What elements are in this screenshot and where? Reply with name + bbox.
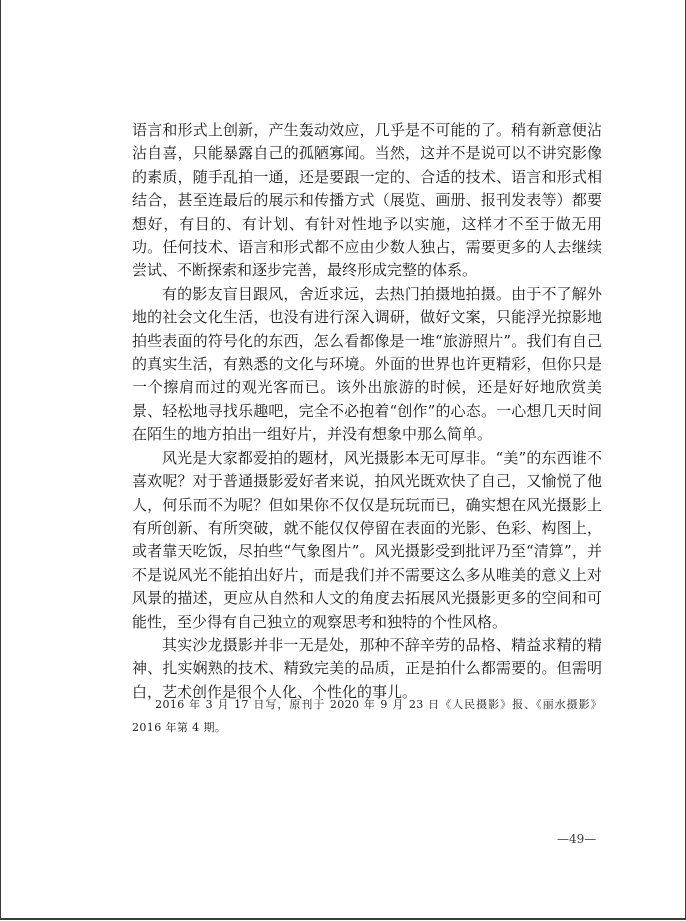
paragraph-salon-photography: 其实沙龙摄影并非一无是处，那种不辞辛劳的品格、精益求精的精神、扎实娴熟的技术、精致完美的品质，正是拍什么都需要的。但需明白，艺术创作是很个人化、个性化的事儿。 [132, 635, 602, 701]
paragraph-landscape-photography: 风光是大家都爱拍的题材，风光摄影本无可厚非。“美”的东西谁不喜欢呢？对于普通摄影爱好者来说，拍风光既欢快了自己，又愉悦了他人，何乐而不为呢？但如果你不仅仅是玩玩而已，确实想在风光摄影上有所创新、有所突破，就不能仅仅停留在表面的光影、色彩、构图上，或者靠天吃饭，尽拍些“气象图片”。风光摄影受到批评乃至“清算”，并不是说风光不能拍出好片，而是我们并不需要这么多从唯美的意义上对风景的描述，更应从自然和人文的角度去拓展风光摄影更多的空间和可能性，至少得有自己独立的观察思考和独特的个性风格。 [132, 448, 602, 631]
publication-note: 2016 年 3 月 17 日写，原刊于 2020 年 9 月 23 日《人民摄影》报、《丽水摄影》2016 年第 4 期。 [132, 698, 602, 734]
paragraph-continuation: 语言和形式上创新，产生轰动效应，几乎是不可能的了。稍有新意便沾沾自喜，只能暴露自己的孤陋寡闻。当然，这并不是说可以不讲究影像的素质，随手乱拍一通，还是要跟一定的、合适的技术、语言和形式相结合，甚至连最后的展示和传播方式（展览、画册、报刊发表等）都要想好，有目的、有计划、有针对性地予以实施，这样才不至于做无用功。任何技术、语言和形式都不应由少数人独占，需要更多的人去继续尝试、不断探索和逐步完善，最终形成完整的体系。 [132, 121, 602, 280]
article-body [132, 119, 602, 704]
page-number: —49— [557, 832, 597, 846]
paragraph-travel-photography: 有的影友盲目跟风，舍近求远，去热门拍摄地拍摄。由于不了解外地的社会文化生活，也没有进行深入调研，做好文案，只能浮光掠影地拍些表面的符号化的东西，怎么看都像是一堆“旅游照片”。我们有自己的真实生活，有熟悉的文化与环境。外面的世界也许更精彩，但你只是一个擦肩而过的观光客而已。该外出旅游的时候，还是好好地欣赏美景、轻松地寻找乐趣吧，完全不必抱着“创作”的心态。一心想几天时间在陌生的地方拍出一组好片，并没有想象中那么简单。 [132, 284, 602, 444]
